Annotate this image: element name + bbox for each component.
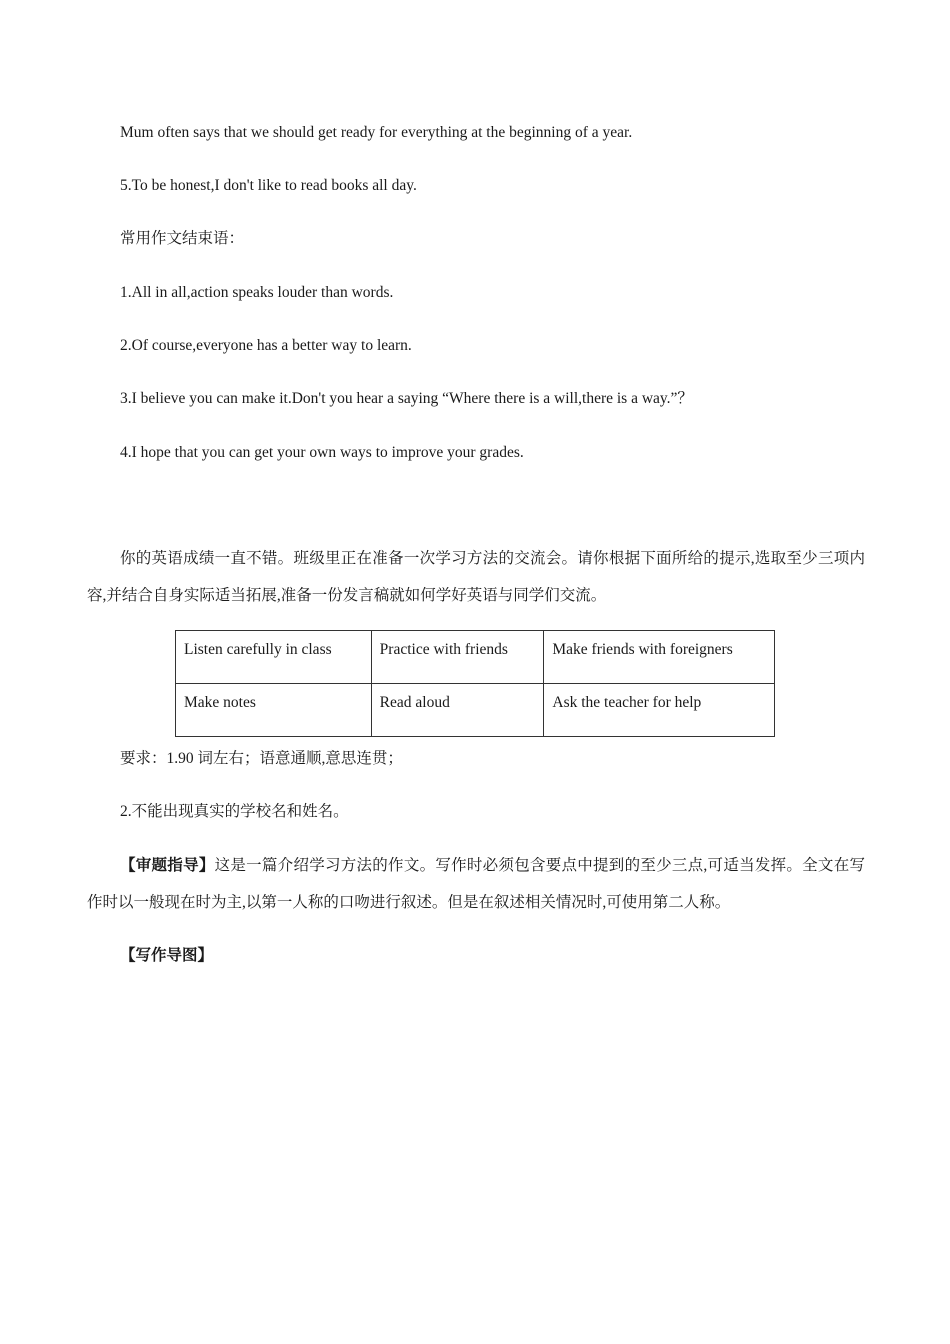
opening-sentence: 5.To be honest,I don't like to read books all day. [120, 177, 417, 194]
mindmap-label: 【写作导图】 [120, 947, 214, 964]
table-cell: Make friends with foreigners [544, 631, 775, 684]
table-cell: Listen carefully in class [176, 631, 372, 684]
opening-sentence: Mum often says that we should get ready for everything at the beginning of a year. [120, 124, 633, 141]
hints-table [175, 630, 775, 737]
table-cell: Ask the teacher for help [544, 684, 775, 737]
table-cell: Practice with friends [371, 631, 544, 684]
table-row [176, 684, 775, 737]
table-cell: Read aloud [371, 684, 544, 737]
guide-text: 这是一篇介绍学习方法的作文。写作时必须包含要点中提到的至少三点,可适当发挥。全文在写作时以一般现在时为主,以第一人称的口吻进行叙述。但是在叙述相关情况时,可使用第二人称。 [87, 857, 865, 911]
table-row [176, 631, 775, 684]
table-cell: Make notes [176, 684, 372, 737]
guide-label: 【审题指导】 [120, 857, 215, 874]
requirement-line: 2.不能出现真实的学校名和姓名。 [120, 803, 349, 820]
endings-heading: 常用作文结束语： [120, 230, 245, 247]
ending-sentence: 3.I believe you can make it.Don't you hear a saying “Where there is a will,there is a way.”？ [120, 390, 693, 407]
writing-task: 你的英语成绩一直不错。班级里正在准备一次学习方法的交流会。请你根据下面所给的提示,选取至少三项内容,并结合自身实际适当拓展,准备一份发言稿就如何学好英语与同学们交流。 [87, 550, 865, 604]
guide-paragraph [87, 847, 865, 921]
ending-sentence: 4.I hope that you can get your own ways to improve your grades. [120, 444, 524, 461]
requirement-line: 要求：1.90 词左右；语意通顺,意思连贯； [120, 750, 403, 767]
ending-sentence: 2.Of course,everyone has a better way to learn. [120, 337, 412, 354]
ending-sentence: 1.All in all,action speaks louder than words. [120, 284, 394, 301]
